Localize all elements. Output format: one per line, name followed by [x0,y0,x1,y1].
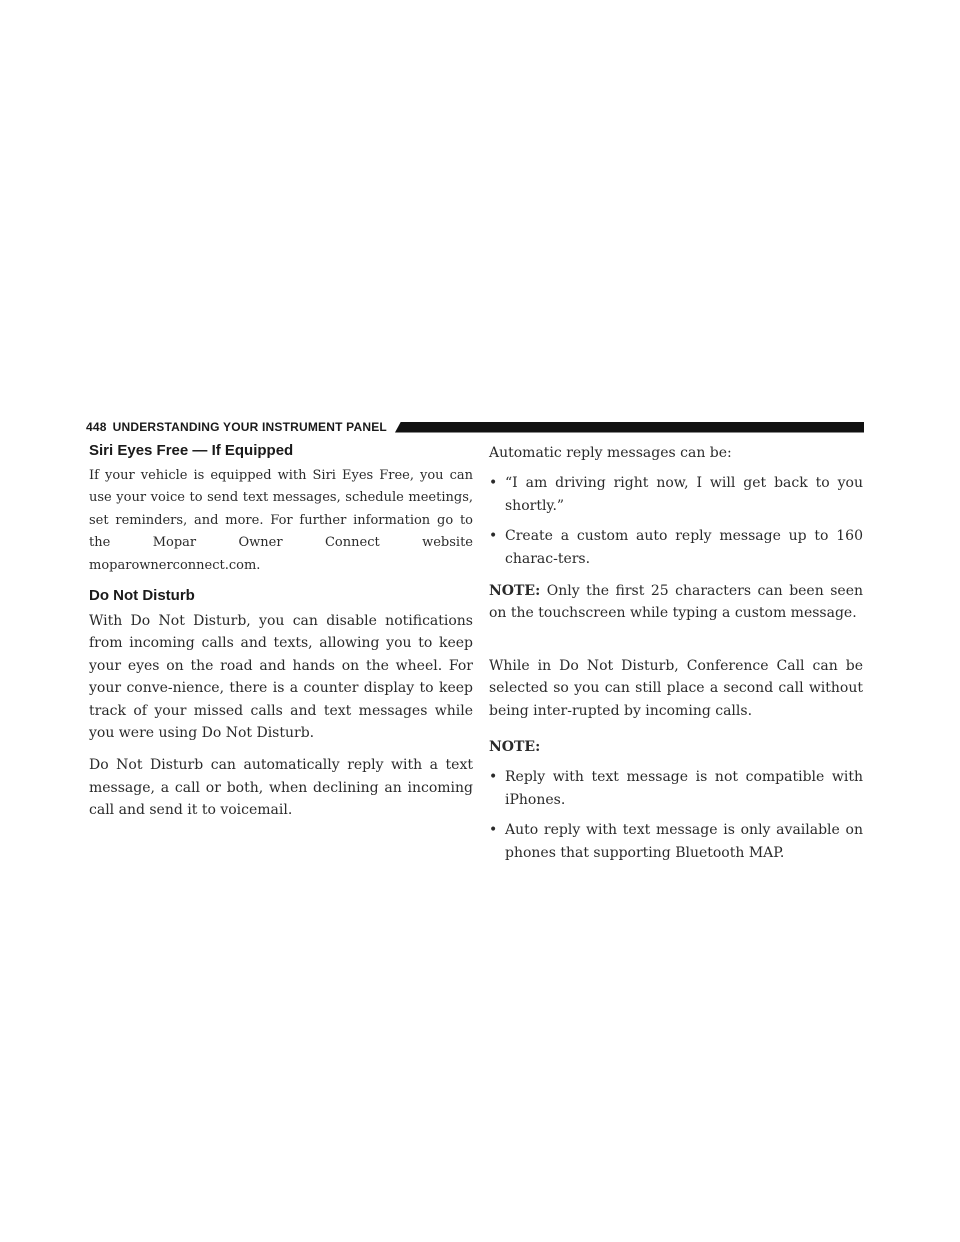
list-item [489,766,863,811]
list-item [489,819,863,864]
bullet-icon: • [489,822,498,839]
note-text: Only the first 25 characters can been seen on the touchscreen while typing a custom message. [489,583,863,622]
list-item-text: Auto reply with text message is only available on phones that supporting Bluetooth MAP. [505,822,863,861]
running-title: UNDERSTANDING YOUR INSTRUMENT PANEL [112,420,387,434]
auto-reply-intro: Automatic reply messages can be: [489,445,732,461]
header-rule [395,422,864,433]
page-header [86,419,864,435]
bullet-icon: • [489,528,498,545]
list-item-text: Reply with text message is not compatible with iPhones. [505,769,863,808]
bullet-icon: • [489,769,498,786]
bullet-icon: • [489,475,498,492]
list-item-text: “I am driving right now, I will get back to you shortly.” [505,475,863,514]
right-column [489,442,863,864]
dnd-paragraph-1: With Do Not Disturb, you can disable notifications from incoming calls and texts, allowing you to keep your eyes on the road and hands on the wheel. For your conve-nience, there is a counter display to keep track of your missed calls and text messages while you were using Do Not Disturb. [89,613,473,742]
conference-paragraph: While in Do Not Disturb, Conference Call can be selected so you can still place a second call without being inter-rupted by incoming calls. [489,657,863,719]
list-item-text: Create a custom auto reply message up to 160 charac-ters. [505,528,863,567]
note-heading: NOTE: [489,739,541,756]
note-paragraph [489,580,863,625]
note-list [489,766,863,864]
list-item [489,472,863,517]
note-label: NOTE: [489,583,541,600]
siri-paragraph: If your vehicle is equipped with Siri Eyes Free, you can use your voice to send text messages, schedule meetings, set reminders, and more. For further information go to the Mopar Owner Connect website moparownerconnect.com. [89,468,473,573]
dnd-heading: Do Not Disturb [89,587,195,605]
auto-reply-list [489,472,863,570]
list-item [489,525,863,570]
page-number: 448 [86,420,107,434]
siri-heading: Siri Eyes Free — If Equipped [89,442,294,459]
dnd-paragraph-2: Do Not Disturb can automatically reply with a text message, a call or both, when declining an incoming call and send it to voicemail. [89,757,473,819]
left-column [89,442,473,822]
